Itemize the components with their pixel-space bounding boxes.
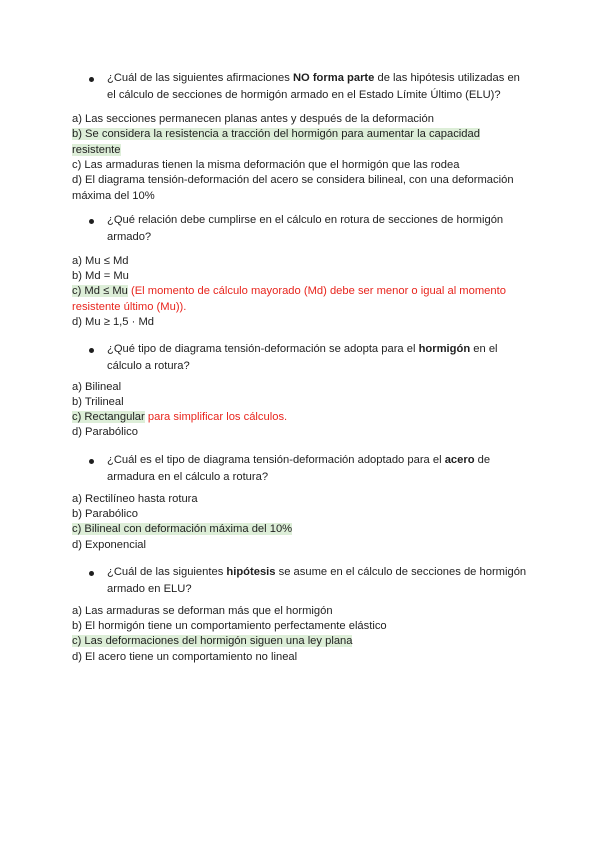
option-explanation: resistente último (Mu)). — [72, 300, 187, 313]
question-text-part: ¿Cuál es el tipo de diagrama tensión-deformación adoptado para el — [107, 454, 445, 466]
bullet-icon — [89, 571, 94, 576]
option-c — [72, 410, 542, 426]
option-label: b) El hormigón tiene un comportamiento perfectamente elástico — [72, 620, 387, 632]
option-label: máxima del 10% — [72, 189, 155, 202]
option-d — [72, 650, 542, 666]
question-text — [107, 452, 527, 485]
question-text-part: cálculo a rotura? — [107, 359, 190, 372]
bullet-icon — [89, 459, 94, 464]
question-text-part: ¿Cuál de las siguientes afirmaciones — [107, 72, 293, 84]
question-emphasis: hormigón — [418, 343, 471, 355]
question-emphasis: NO forma parte — [292, 72, 375, 84]
question-emphasis: hipótesis — [226, 566, 276, 578]
question-text-part: armadura en el cálculo a rotura? — [107, 470, 269, 483]
option-label: d) El diagrama tensión-deformación del acero se considera bilineal, con una deformación — [72, 174, 514, 186]
option-label: c) Las armaduras tienen la misma deformación que el hormigón que las rodea — [72, 159, 460, 171]
option-label: d) Exponencial — [72, 539, 147, 551]
option-label: d) Parabólico — [72, 426, 138, 438]
option-explanation: (El momento de cálculo mayorado (Md) debe ser menor o igual al momento — [127, 285, 506, 297]
option-c — [72, 634, 542, 650]
question-text — [107, 564, 527, 597]
question-text — [107, 212, 527, 245]
option-label-highlighted: c) Md ≤ Mu — [72, 285, 128, 297]
question-text-part: en el — [470, 343, 498, 355]
option-label: d) El acero tiene un comportamiento no lineal — [72, 651, 298, 663]
option-a — [72, 604, 542, 620]
option-b — [72, 395, 542, 411]
option-label: a) Mu ≤ Md — [72, 255, 129, 267]
question-text-part: de — [474, 454, 491, 466]
option-d — [72, 173, 542, 204]
question-text-part: ¿Cuál de las siguientes — [107, 566, 227, 578]
question-text — [107, 70, 527, 103]
option-label-highlighted: b) Se considera la resistencia a tracción del hormigón para aumentar la capacidad — [72, 128, 480, 140]
question-text-part: ¿Qué relación debe cumplirse en el cálculo en rotura de secciones de hormigón — [107, 214, 504, 226]
option-d — [72, 315, 542, 331]
question-text-part: de las hipótesis utilizadas en — [374, 72, 520, 84]
question-text-part: armado? — [107, 230, 152, 243]
option-label: a) Las armaduras se deforman más que el hormigón — [72, 605, 333, 617]
option-label-highlighted: c) Bilineal con deformación máxima del 10% — [72, 523, 293, 535]
option-label: a) Rectilíneo hasta rotura — [72, 493, 198, 505]
option-c — [72, 284, 542, 315]
option-a — [72, 254, 542, 270]
question-text-part: armado en ELU? — [107, 582, 192, 595]
option-label: d) Mu ≥ 1,5 · Md — [72, 316, 154, 328]
bullet-icon — [89, 77, 94, 82]
option-d — [72, 538, 542, 554]
option-label: b) Md = Mu — [72, 270, 129, 282]
option-b — [72, 127, 542, 158]
option-a — [72, 380, 542, 396]
option-label: a) Bilineal — [72, 381, 122, 393]
option-b — [72, 507, 542, 523]
option-a — [72, 492, 542, 508]
option-a — [72, 112, 542, 128]
bullet-icon — [89, 348, 94, 353]
option-b — [72, 269, 542, 285]
option-c — [72, 522, 542, 538]
option-label: b) Parabólico — [72, 508, 138, 520]
option-label-highlighted: c) Las deformaciones del hormigón siguen una ley plana — [72, 635, 353, 647]
question-text-part: se asume en el cálculo de secciones de hormigón — [275, 566, 527, 578]
option-label: a) Las secciones permanecen planas antes y después de la deformación — [72, 113, 434, 125]
question-text-part: el cálculo de secciones de hormigón armado en el Estado Límite Último (ELU)? — [107, 88, 501, 101]
option-label: b) Trilineal — [72, 396, 124, 408]
option-c — [72, 158, 542, 174]
option-b — [72, 619, 542, 635]
option-explanation: para simplificar los cálculos. — [144, 411, 288, 423]
bullet-icon — [89, 219, 94, 224]
question-text-part: ¿Qué tipo de diagrama tensión-deformación se adopta para el — [107, 343, 419, 355]
option-label-highlighted: resistente — [72, 143, 121, 156]
question-emphasis: acero — [444, 454, 475, 466]
question-text — [107, 341, 527, 374]
option-d — [72, 425, 542, 441]
option-label-highlighted: c) Rectangular — [72, 411, 145, 423]
